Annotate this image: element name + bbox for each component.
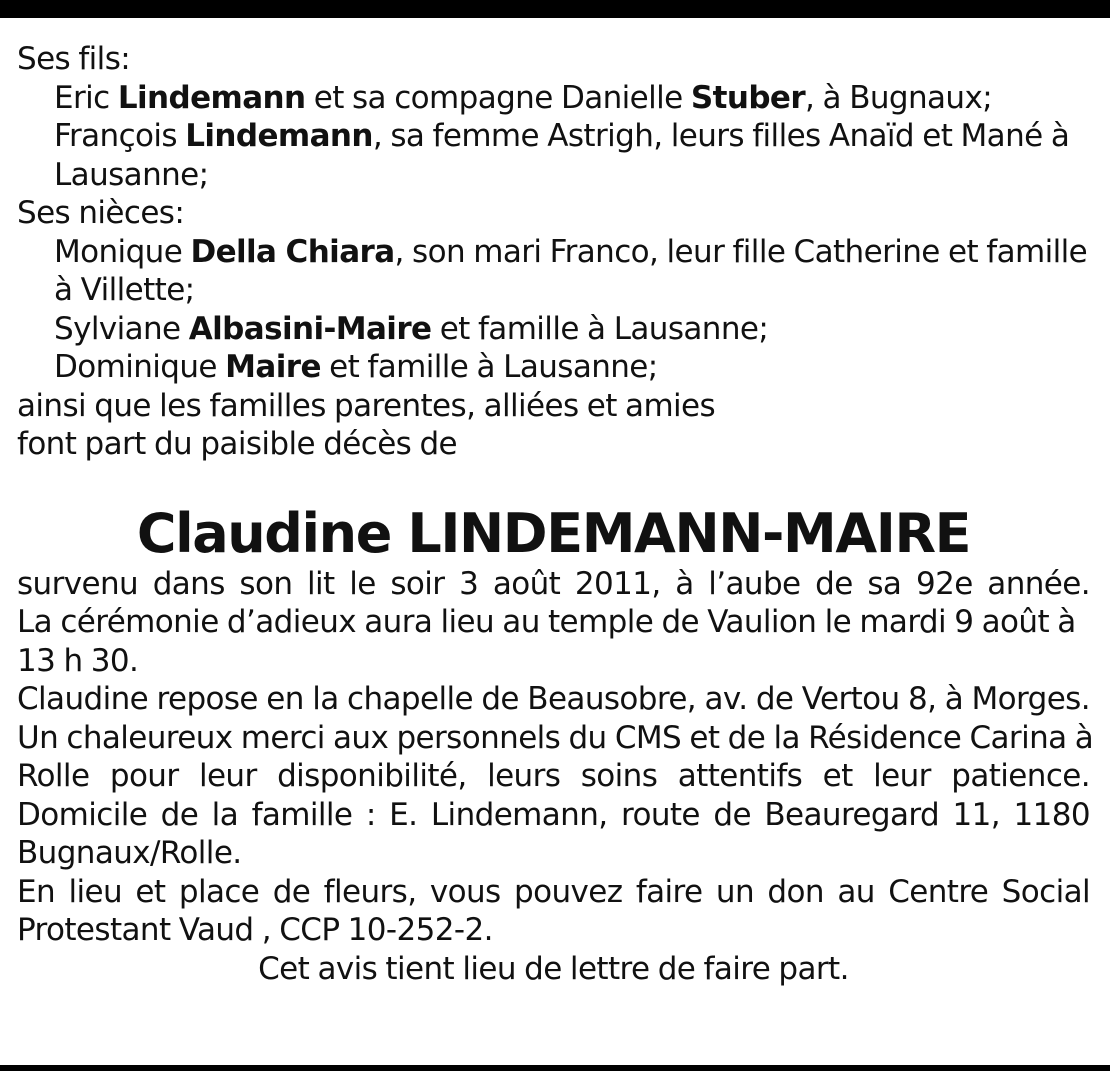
son-entry (17, 79, 1090, 118)
nieces-heading: Ses nièces: (17, 195, 185, 231)
niece-surname: Maire (225, 349, 321, 385)
son-entry-text: , sa femme Astrigh, leurs filles Anaïd et Mané à (372, 118, 1070, 154)
sons-heading: Ses fils: (17, 41, 131, 77)
top-rule (0, 0, 1110, 18)
niece-entry (17, 233, 1090, 272)
niece-entry-continuation: à Villette; (54, 272, 195, 308)
partner-surname: Stuber (690, 79, 806, 116)
body-line: Protestant Vaud , CCP 10-252-2. (17, 912, 493, 948)
niece-entry-text: et famille à Lausanne; (320, 349, 658, 385)
niece-entry (17, 348, 1090, 387)
body-line: survenu dans son lit le soir 3 août 2011, à l’aube de sa 92e année. (17, 565, 1090, 602)
son-entry-text: , à Bugnaux; (805, 79, 993, 116)
families-line: ainsi que les familles parentes, alliées et amies (17, 387, 716, 424)
announcement-line: font part du paisible décès de (17, 426, 458, 462)
niece-entry-text: et famille à Lausanne; (431, 310, 769, 347)
niece-entry-text: , son mari Franco, leur fille Catherine et famille (394, 233, 1088, 270)
son-entry-continuation: Lausanne; (54, 156, 209, 193)
son-surname: Lindemann (117, 79, 306, 116)
niece-first-name: Sylviane (54, 310, 189, 347)
niece-surname: Della Chiara (190, 233, 395, 270)
niece-first-name: Dominique (54, 349, 226, 385)
son-entry (17, 117, 1090, 156)
death-notice (17, 40, 1094, 988)
niece-first-name: Monique (54, 233, 191, 270)
body-line: En lieu et place de fleurs, vous pouvez faire un don au Centre Social (17, 873, 1090, 910)
son-first-name: Eric (54, 79, 118, 116)
body-line: Un chaleureux merci aux personnels du CMS et de la Résidence Carina à (17, 719, 1094, 756)
son-first-name: François (54, 118, 186, 154)
body-line: Claudine repose en la chapelle de Beausobre, av. de Vertou 8, à Morges. (17, 681, 1090, 717)
body-line: Rolle pour leur disponibilité, leurs soins attentifs et leur patience. (17, 758, 1090, 794)
closing-line: Cet avis tient lieu de lettre de faire part. (258, 950, 849, 987)
deceased-name: Claudine LINDEMANN-MAIRE (136, 501, 971, 565)
body-line: Domicile de la famille : E. Lindemann, route de Beauregard 11, 1180 (17, 796, 1090, 833)
bottom-rule (0, 1065, 1110, 1071)
body-line: 13 h 30. (17, 642, 139, 679)
niece-entry (17, 310, 1090, 349)
son-entry-text: et sa compagne Danielle (305, 79, 691, 116)
niece-surname: Albasini-Maire (188, 310, 432, 347)
body-line: Bugnaux/Rolle. (17, 835, 242, 871)
body-line: La cérémonie d’adieux aura lieu au temple de Vaulion le mardi 9 août à (17, 604, 1076, 640)
son-surname: Lindemann (185, 118, 373, 154)
